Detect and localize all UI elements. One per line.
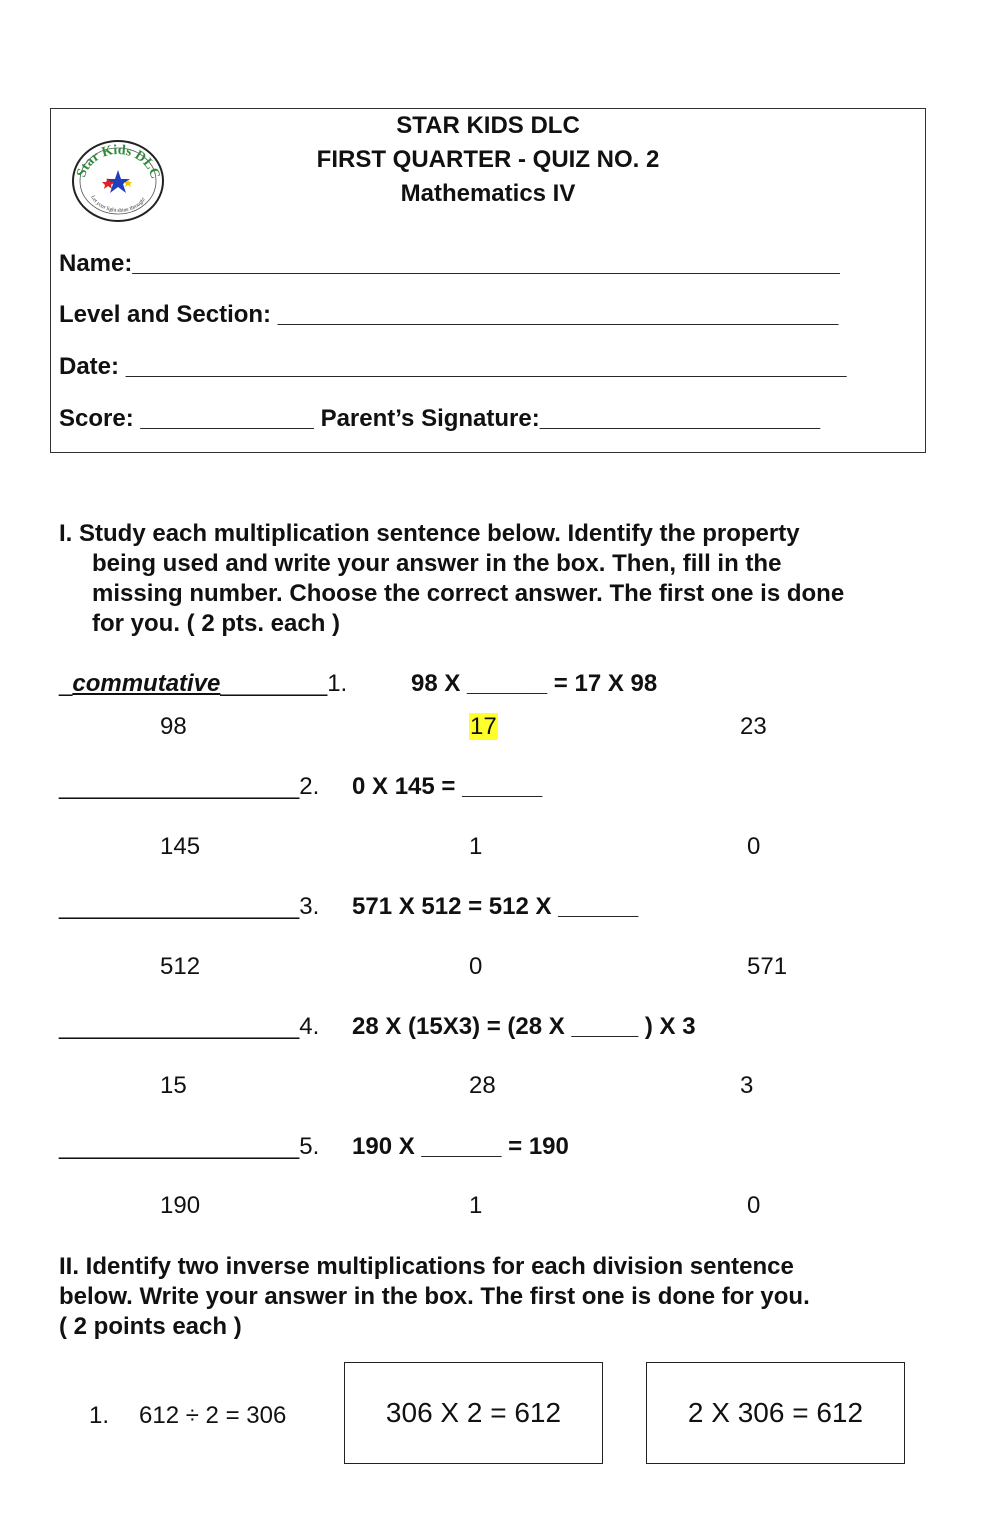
item-2-row	[59, 773, 319, 801]
item-1-choice-a[interactable]: 98	[160, 713, 187, 740]
school-name: STAR KIDS DLC	[396, 112, 580, 139]
name-line: _____________________________________________________	[132, 250, 840, 277]
item-1-choice-c[interactable]: 23	[740, 713, 767, 740]
part2-item-1-answer-box-1[interactable]	[344, 1362, 603, 1464]
date-line: ______________________________________________________	[125, 353, 847, 380]
item-2-sentence: 0 X 145 = ______	[352, 773, 543, 800]
item-5-sentence: 190 X ______ = 190	[352, 1133, 569, 1160]
part1-instruction-line4: for you. ( 2 pts. each )	[92, 610, 341, 637]
score-line: _____________	[140, 405, 314, 432]
part2-instruction-line2: below. Write your answer in the box. The first one is done for you.	[59, 1283, 810, 1310]
part2-item-1-answer-2: 2 X 306 = 612	[687, 1397, 864, 1428]
item-4-number: 4.	[299, 1013, 320, 1040]
parent-signature-label: Parent’s Signature:	[313, 405, 540, 432]
logo-text: Star Kids DLC	[74, 142, 163, 181]
item-3-choice-b[interactable]: 0	[469, 953, 483, 980]
item-5-choice-b[interactable]: 1	[469, 1192, 483, 1219]
item-4-choice-b[interactable]: 28	[469, 1072, 496, 1099]
parent-signature-line: _____________________	[539, 405, 821, 432]
level-label: Level and Section:	[59, 301, 278, 328]
item-1-blank[interactable]: ________	[220, 670, 328, 697]
part1-instruction-line2: being used and write your answer in the box. Then, fill in the	[92, 550, 782, 577]
item-4-choice-c[interactable]: 3	[740, 1072, 754, 1099]
item-1-sentence: 98 X ______ = 17 X 98	[411, 670, 658, 697]
item-1-row	[59, 670, 347, 698]
item-3-choice-c[interactable]: 571	[747, 953, 788, 980]
name-field[interactable]	[59, 250, 840, 278]
subject-title: Mathematics IV	[400, 180, 576, 207]
item-5-choice-c[interactable]: 0	[747, 1192, 761, 1219]
part2-item-1-answer-box-2[interactable]	[646, 1362, 905, 1464]
item-5-number: 5.	[299, 1133, 320, 1160]
score-label: Score:	[59, 405, 141, 432]
item-1-choice-b-highlighted: 17	[470, 713, 497, 740]
part1-instruction-line3: missing number. Choose the correct answer. The first one is done	[92, 580, 845, 607]
item-4-row	[59, 1013, 319, 1041]
item-4-blank[interactable]: __________________	[59, 1013, 300, 1040]
item-4-sentence: 28 X (15X3) = (28 X _____ ) X 3	[352, 1013, 696, 1040]
part2-item-1-number: 1.	[89, 1402, 110, 1429]
item-5-row	[59, 1133, 319, 1161]
name-label: Name:	[59, 250, 133, 277]
item-1-prefix: _	[59, 670, 73, 697]
item-5-choice-a[interactable]: 190	[160, 1192, 201, 1219]
item-2-number: 2.	[299, 773, 320, 800]
item-3-row	[59, 893, 319, 921]
quiz-title: FIRST QUARTER - QUIZ NO. 2	[316, 146, 660, 173]
item-1-answer[interactable]: commutative	[72, 670, 221, 697]
item-2-choice-b[interactable]: 1	[469, 833, 483, 860]
logo-motto: Let your light shine through!	[89, 194, 148, 214]
level-line: __________________________________________	[277, 301, 839, 328]
part2-instruction-line1: II. Identify two inverse multiplications for each division sentence	[59, 1253, 794, 1280]
item-5-blank[interactable]: __________________	[59, 1133, 300, 1160]
item-2-choice-a[interactable]: 145	[160, 833, 201, 860]
date-field[interactable]	[59, 353, 846, 381]
item-2-blank[interactable]: __________________	[59, 773, 300, 800]
level-section-field[interactable]	[59, 301, 838, 329]
item-3-number: 3.	[299, 893, 320, 920]
item-3-blank[interactable]: __________________	[59, 893, 300, 920]
part2-item-1-answer-1: 306 X 2 = 612	[385, 1397, 562, 1428]
item-4-choice-a[interactable]: 15	[160, 1072, 187, 1099]
item-3-sentence: 571 X 512 = 512 X ______	[352, 893, 639, 920]
score-parent-field[interactable]	[59, 405, 820, 433]
part2-instruction-line3: ( 2 points each )	[59, 1313, 242, 1340]
item-2-choice-c[interactable]: 0	[747, 833, 761, 860]
item-3-choice-a[interactable]: 512	[160, 953, 201, 980]
part1-instruction-line1: I. Study each multiplication sentence below. Identify the property	[59, 520, 800, 547]
item-1-number: 1.	[327, 670, 348, 697]
part2-item-1-division: 612 ÷ 2 = 306	[139, 1402, 287, 1429]
date-label: Date:	[59, 353, 126, 380]
item-1-choice-b[interactable]	[469, 713, 498, 741]
